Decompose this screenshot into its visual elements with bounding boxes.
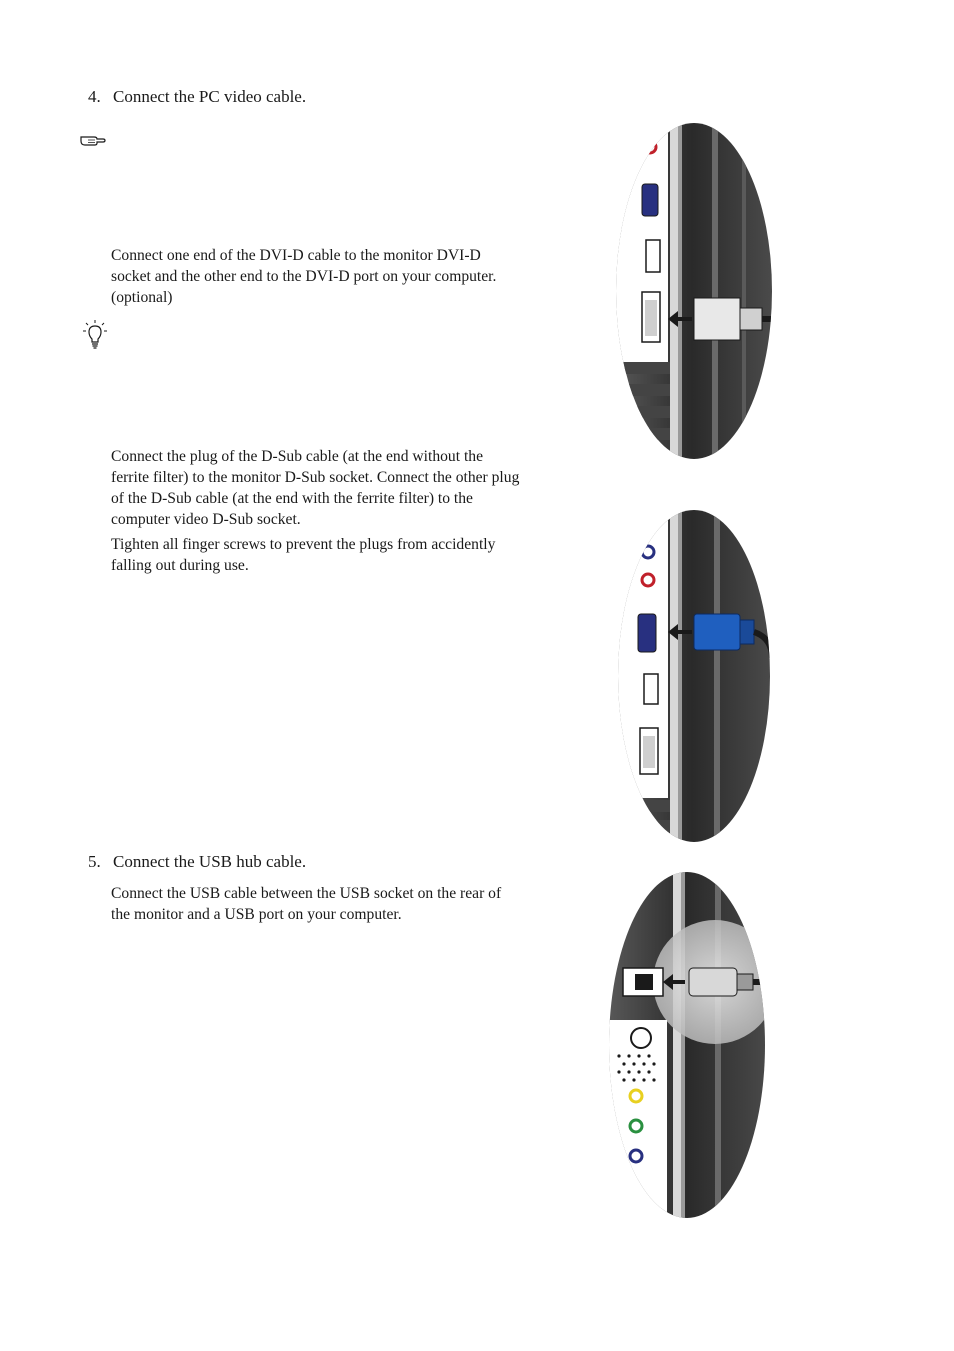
dsub-paragraph-2: Tighten all finger screws to prevent the plugs from accidently falling out during use. [111, 536, 496, 574]
usb-connection-illustration [605, 870, 770, 1220]
dsub-connection-illustration [612, 508, 772, 844]
pointing-hand-icon [80, 132, 106, 148]
lightbulb-icon [82, 320, 108, 350]
step-4-heading [88, 87, 306, 107]
step-5-title: Connect the USB hub cable. [113, 852, 307, 871]
dvi-instructions [111, 245, 511, 308]
step-4-number: 4. [88, 87, 101, 106]
usb-paragraph: Connect the USB cable between the USB socket on the rear of the monitor and a USB port on your computer. [111, 885, 502, 923]
dvi-connection-illustration [612, 122, 772, 460]
usb-instructions [111, 883, 511, 925]
dvi-paragraph: Connect one end of the DVI-D cable to the monitor DVI-D socket and the other end to the DVI-D port on your computer. (optional) [111, 247, 497, 306]
step-5-number: 5. [88, 852, 101, 871]
dsub-paragraph-1: Connect the plug of the D-Sub cable (at the end without the ferrite filter) to the monitor D-Sub socket. Connect the other plug of the D-Sub cable (at the end with the ferrite filter) to the computer video D-Sub socket. [111, 448, 520, 528]
step-5-heading [88, 852, 306, 872]
dsub-instructions [111, 446, 521, 576]
step-4-title: Connect the PC video cable. [113, 87, 307, 106]
